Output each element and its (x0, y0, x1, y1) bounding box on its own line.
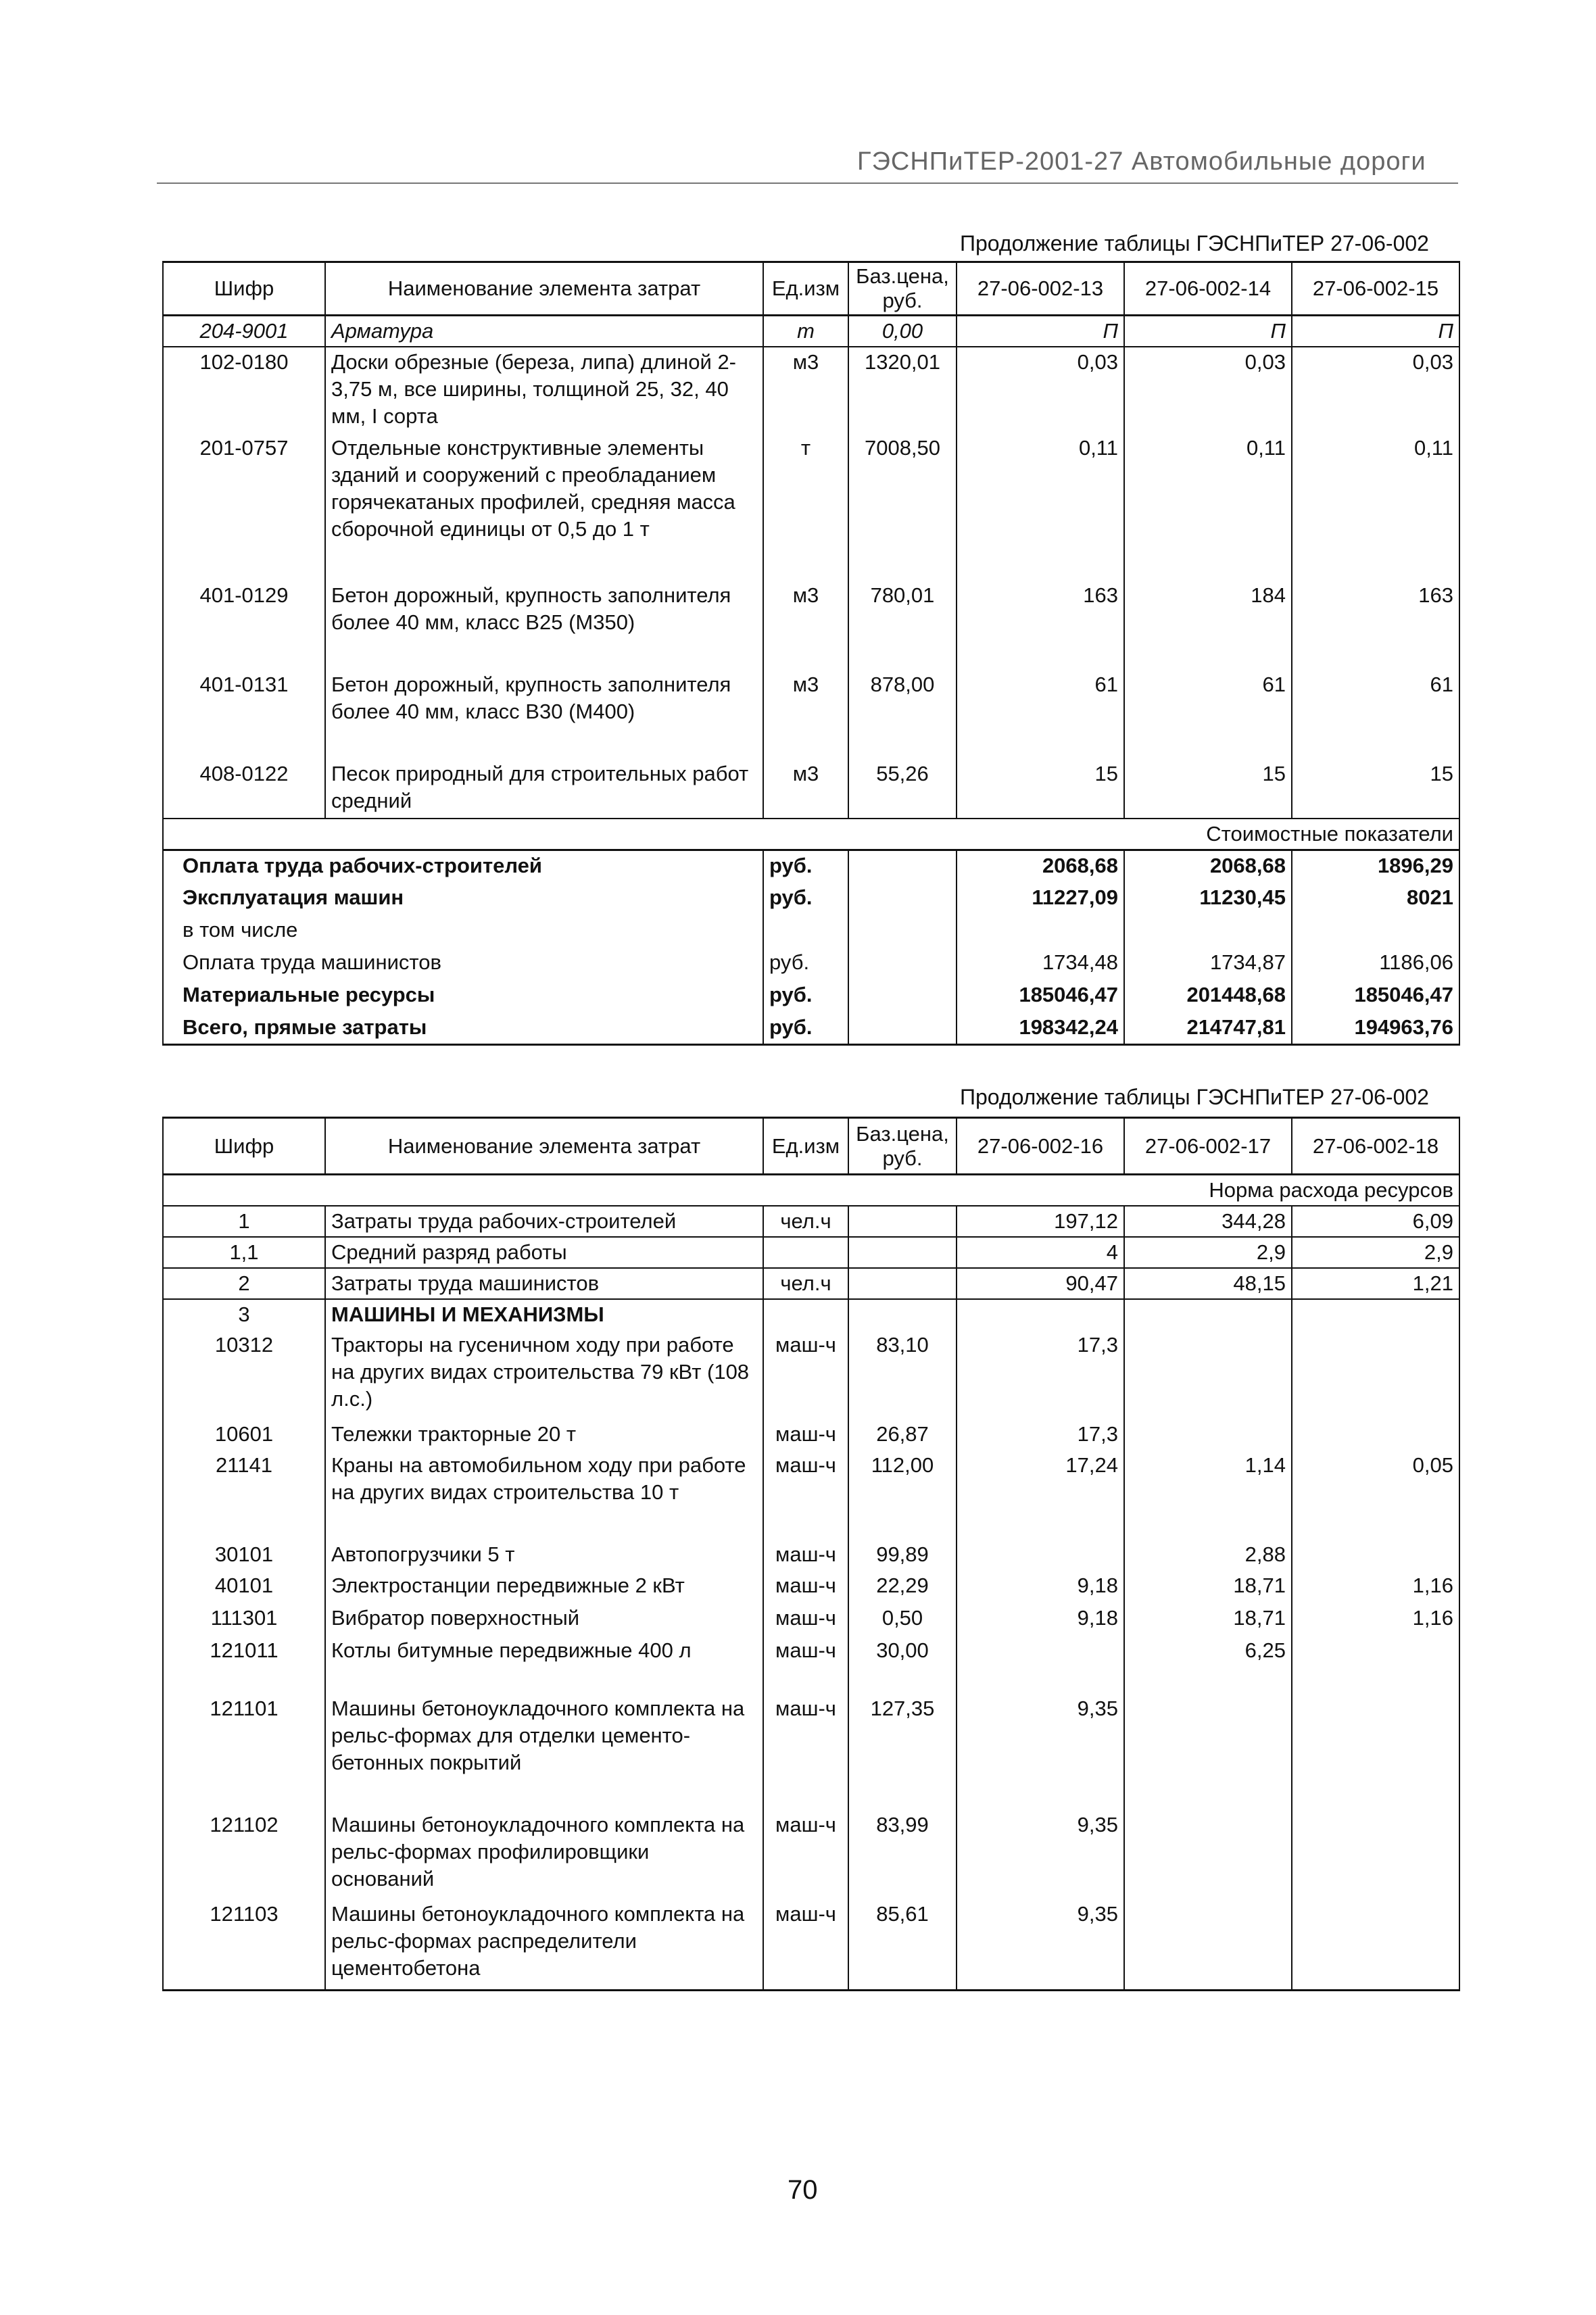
row-value-1: 9,35 (957, 1694, 1124, 1810)
table1-header-row (163, 262, 1459, 316)
section-label: Стоимостные показатели (163, 819, 1459, 850)
row-unit: чел.ч (763, 1206, 848, 1237)
row-code: 21141 (163, 1451, 325, 1540)
row-code: 10601 (163, 1419, 325, 1451)
row-code: 102-0180 (163, 347, 325, 433)
table-row (163, 433, 1459, 581)
row-price: 780,01 (848, 581, 957, 670)
row-value-1 (957, 1636, 1124, 1694)
row-price: 26,87 (848, 1419, 957, 1451)
row-name: Средний разряд работы (325, 1237, 763, 1268)
cost-name: Оплата труда машинистов (163, 948, 763, 980)
row-value-1: П (957, 316, 1124, 347)
row-code: 30101 (163, 1540, 325, 1571)
cost-unit: руб. (763, 850, 848, 883)
row-name: Песок природный для строительных работ средний (325, 759, 763, 819)
row-code: 121011 (163, 1636, 325, 1694)
row-value-3: 1,21 (1292, 1268, 1459, 1299)
table2-header-row (163, 1118, 1459, 1175)
row-value-3 (1292, 1899, 1459, 1990)
col-header-v2: 27-06-002-14 (1124, 262, 1292, 316)
cost-name: Всего, прямые затраты (163, 1013, 763, 1045)
row-price: 127,35 (848, 1694, 957, 1810)
table-row (163, 1237, 1459, 1268)
row-value-2 (1124, 1899, 1292, 1990)
row-code: 10312 (163, 1330, 325, 1419)
row-name: Тракторы на гусеничном ходу при работе на других видах строительства 79 кВт (108 л.с.) (325, 1330, 763, 1419)
row-value-2: 344,28 (1124, 1206, 1292, 1237)
col-header-code: Шифр (163, 262, 325, 316)
col-header-code: Шифр (163, 1118, 325, 1175)
col-header-v3: 27-06-002-15 (1292, 262, 1459, 316)
cost-name: Оплата труда рабочих-строителей (163, 850, 763, 883)
row-value-1: 9,18 (957, 1571, 1124, 1603)
row-name: Машины бетоноукладочного комплекта на рельс-формах профилировщики оснований (325, 1810, 763, 1899)
cost-row (163, 850, 1459, 883)
row-code: 111301 (163, 1603, 325, 1636)
row-name: Краны на автомобильном ходу при работе на других видах строительства 10 т (325, 1451, 763, 1540)
cost-price (848, 915, 957, 948)
row-value-3: 6,09 (1292, 1206, 1459, 1237)
row-unit: маш-ч (763, 1571, 848, 1603)
page-number: 70 (788, 2175, 818, 2205)
row-value-1: 15 (957, 759, 1124, 819)
table-row (163, 1636, 1459, 1694)
cost-value-3 (1292, 915, 1459, 948)
row-name: Машины бетоноукладочного комплекта на рельс-формах распределители цементобетона (325, 1899, 763, 1990)
cost-value-3: 8021 (1292, 883, 1459, 915)
cost-price (848, 1013, 957, 1045)
row-value-3: П (1292, 316, 1459, 347)
row-name: Электростанции передвижные 2 кВт (325, 1571, 763, 1603)
row-value-1 (957, 1540, 1124, 1571)
row-price (848, 1268, 957, 1299)
row-value-1: 4 (957, 1237, 1124, 1268)
col-header-v2: 27-06-002-17 (1124, 1118, 1292, 1175)
row-name: Вибратор поверхностный (325, 1603, 763, 1636)
document-header: ГЭСНПиТЕР-2001-27 Автомобильные дороги (857, 147, 1426, 176)
cost-value-2: 201448,68 (1124, 980, 1292, 1013)
row-price: 22,29 (848, 1571, 957, 1603)
row-name: Тележки тракторные 20 т (325, 1419, 763, 1451)
row-value-1: 163 (957, 581, 1124, 670)
col-header-v1: 27-06-002-13 (957, 262, 1124, 316)
row-unit: маш-ч (763, 1810, 848, 1899)
row-name: Доски обрезные (береза, липа) длиной 2-3,75 м, все ширины, толщиной 25, 32, 40 мм, I сорта (325, 347, 763, 433)
row-value-1: 9,18 (957, 1603, 1124, 1636)
col-header-unit: Ед.изм (763, 1118, 848, 1175)
row-value-3 (1292, 1636, 1459, 1694)
row-value-3 (1292, 1694, 1459, 1810)
cost-value-1: 11227,09 (957, 883, 1124, 915)
row-value-1: 17,24 (957, 1451, 1124, 1540)
row-unit: м3 (763, 347, 848, 433)
row-price: 878,00 (848, 670, 957, 759)
row-code: 201-0757 (163, 433, 325, 581)
row-value-1: 17,3 (957, 1330, 1124, 1419)
row-name: Котлы битумные передвижные 400 л (325, 1636, 763, 1694)
row-code: 2 (163, 1268, 325, 1299)
cost-unit: руб. (763, 980, 848, 1013)
row-unit (763, 1237, 848, 1268)
header-rule (157, 182, 1458, 184)
table-row (163, 1603, 1459, 1636)
col-header-v3: 27-06-002-18 (1292, 1118, 1459, 1175)
row-value-1: 0,03 (957, 347, 1124, 433)
row-value-2: 0,11 (1124, 433, 1292, 581)
row-unit (763, 1299, 848, 1330)
table1-section-row (163, 819, 1459, 850)
row-value-2: 61 (1124, 670, 1292, 759)
cost-price (848, 850, 957, 883)
table-row (163, 1899, 1459, 1990)
cost-name: Материальные ресурсы (163, 980, 763, 1013)
cost-value-1: 198342,24 (957, 1013, 1124, 1045)
row-value-3: 15 (1292, 759, 1459, 819)
row-code: 1 (163, 1206, 325, 1237)
row-value-2 (1124, 1694, 1292, 1810)
cost-value-1: 1734,48 (957, 948, 1124, 980)
table-row (163, 1268, 1459, 1299)
cost-value-3: 1896,29 (1292, 850, 1459, 883)
row-value-3: 1,16 (1292, 1603, 1459, 1636)
row-value-1: 9,35 (957, 1810, 1124, 1899)
row-value-2 (1124, 1330, 1292, 1419)
cost-value-2: 2068,68 (1124, 850, 1292, 883)
table-row (163, 1330, 1459, 1419)
row-unit: чел.ч (763, 1268, 848, 1299)
col-header-v1: 27-06-002-16 (957, 1118, 1124, 1175)
cost-value-3: 185046,47 (1292, 980, 1459, 1013)
row-value-2 (1124, 1810, 1292, 1899)
row-value-2: 6,25 (1124, 1636, 1292, 1694)
row-value-3: 0,03 (1292, 347, 1459, 433)
row-value-3: 0,05 (1292, 1451, 1459, 1540)
row-code: 401-0131 (163, 670, 325, 759)
row-name: Бетон дорожный, крупность заполнителя более 40 мм, класс В25 (М350) (325, 581, 763, 670)
row-unit: маш-ч (763, 1330, 848, 1419)
row-value-3 (1292, 1540, 1459, 1571)
row-price: 55,26 (848, 759, 957, 819)
row-name: Машины бетоноукладочного комплекта на рельс-формах для отделки цементо-бетонных покрытий (325, 1694, 763, 1810)
row-value-1 (957, 1299, 1124, 1330)
row-value-3 (1292, 1299, 1459, 1330)
table1 (162, 261, 1460, 1046)
row-price: 83,10 (848, 1330, 957, 1419)
table-row (163, 1810, 1459, 1899)
row-value-2 (1124, 1419, 1292, 1451)
row-value-3: 2,9 (1292, 1237, 1459, 1268)
row-unit: м3 (763, 581, 848, 670)
row-price: 1320,01 (848, 347, 957, 433)
row-unit: маш-ч (763, 1636, 848, 1694)
row-value-3 (1292, 1330, 1459, 1419)
table-row (163, 1299, 1459, 1330)
table-row (163, 1571, 1459, 1603)
row-name: Арматура (325, 316, 763, 347)
table-row (163, 759, 1459, 819)
row-value-3 (1292, 1810, 1459, 1899)
cost-row (163, 1013, 1459, 1045)
table-row (163, 347, 1459, 433)
row-code: 40101 (163, 1571, 325, 1603)
row-name: Автопогрузчики 5 т (325, 1540, 763, 1571)
row-value-2: 0,03 (1124, 347, 1292, 433)
row-code: 408-0122 (163, 759, 325, 819)
row-price: 0,00 (848, 316, 957, 347)
cost-value-2: 214747,81 (1124, 1013, 1292, 1045)
cost-value-3: 1186,06 (1292, 948, 1459, 980)
table1-caption: Продолжение таблицы ГЭСНПиТЕР 27-06-002 (960, 231, 1429, 255)
row-unit: маш-ч (763, 1603, 848, 1636)
col-header-price: Баз.цена, руб. (848, 262, 957, 316)
row-price: 99,89 (848, 1540, 957, 1571)
cost-name: в том числе (163, 915, 763, 948)
row-unit: маш-ч (763, 1419, 848, 1451)
row-code: 3 (163, 1299, 325, 1330)
row-value-1: 9,35 (957, 1899, 1124, 1990)
row-value-3: 1,16 (1292, 1571, 1459, 1603)
row-price: 0,50 (848, 1603, 957, 1636)
col-header-unit: Ед.изм (763, 262, 848, 316)
table-row (163, 1694, 1459, 1810)
row-price: 112,00 (848, 1451, 957, 1540)
row-price (848, 1299, 957, 1330)
col-header-name: Наименование элемента затрат (325, 262, 763, 316)
row-value-2: 1,14 (1124, 1451, 1292, 1540)
row-code: 121102 (163, 1810, 325, 1899)
table-row (163, 670, 1459, 759)
table-row (163, 581, 1459, 670)
cost-row (163, 915, 1459, 948)
row-name: Бетон дорожный, крупность заполнителя более 40 мм, класс В30 (М400) (325, 670, 763, 759)
row-name: Затраты труда машинистов (325, 1268, 763, 1299)
cost-value-2: 11230,45 (1124, 883, 1292, 915)
row-unit: маш-ч (763, 1694, 848, 1810)
row-code: 121101 (163, 1694, 325, 1810)
row-name: Отдельные конструктивные элементы зданий и сооружений с преобладанием горячекатаных профилей, средняя масса сборочной единицы от 0,5 до 1 т (325, 433, 763, 581)
row-value-2: 48,15 (1124, 1268, 1292, 1299)
row-code: 121103 (163, 1899, 325, 1990)
cost-value-2: 1734,87 (1124, 948, 1292, 980)
row-value-2: 18,71 (1124, 1603, 1292, 1636)
row-value-2: 2,9 (1124, 1237, 1292, 1268)
cost-value-1: 2068,68 (957, 850, 1124, 883)
row-price: 30,00 (848, 1636, 957, 1694)
row-value-3 (1292, 1419, 1459, 1451)
row-code: 1,1 (163, 1237, 325, 1268)
row-unit: маш-ч (763, 1899, 848, 1990)
row-price (848, 1237, 957, 1268)
table2-caption: Продолжение таблицы ГЭСНПиТЕР 27-06-002 (960, 1085, 1429, 1109)
row-value-2: П (1124, 316, 1292, 347)
cost-price (848, 948, 957, 980)
section-label: Норма расхода ресурсов (163, 1175, 1459, 1207)
row-unit: маш-ч (763, 1540, 848, 1571)
cost-unit (763, 915, 848, 948)
row-value-1: 17,3 (957, 1419, 1124, 1451)
cost-value-2 (1124, 915, 1292, 948)
row-price (848, 1206, 957, 1237)
table2-section-row (163, 1175, 1459, 1207)
table-row (163, 1419, 1459, 1451)
row-value-1: 0,11 (957, 433, 1124, 581)
row-value-2: 184 (1124, 581, 1292, 670)
cost-value-1 (957, 915, 1124, 948)
cost-unit: руб. (763, 883, 848, 915)
row-unit: м3 (763, 759, 848, 819)
row-value-2: 18,71 (1124, 1571, 1292, 1603)
cost-row (163, 948, 1459, 980)
row-code: 401-0129 (163, 581, 325, 670)
cost-name: Эксплуатация машин (163, 883, 763, 915)
row-value-2 (1124, 1299, 1292, 1330)
cost-price (848, 883, 957, 915)
row-value-3: 163 (1292, 581, 1459, 670)
col-header-price: Баз.цена, руб. (848, 1118, 957, 1175)
cost-unit: руб. (763, 948, 848, 980)
cost-unit: руб. (763, 1013, 848, 1045)
row-unit: т (763, 433, 848, 581)
row-name: МАШИНЫ И МЕХАНИЗМЫ (325, 1299, 763, 1330)
col-header-name: Наименование элемента затрат (325, 1118, 763, 1175)
row-unit: маш-ч (763, 1451, 848, 1540)
cost-value-1: 185046,47 (957, 980, 1124, 1013)
table-row (163, 316, 1459, 347)
table2 (162, 1117, 1460, 1991)
row-value-1: 61 (957, 670, 1124, 759)
cost-price (848, 980, 957, 1013)
row-value-1: 197,12 (957, 1206, 1124, 1237)
row-value-3: 61 (1292, 670, 1459, 759)
row-value-2: 15 (1124, 759, 1292, 819)
table-row (163, 1206, 1459, 1237)
row-value-1: 90,47 (957, 1268, 1124, 1299)
row-value-3: 0,11 (1292, 433, 1459, 581)
row-price: 83,99 (848, 1810, 957, 1899)
row-code: 204-9001 (163, 316, 325, 347)
table-row (163, 1540, 1459, 1571)
row-price: 7008,50 (848, 433, 957, 581)
row-unit: м3 (763, 670, 848, 759)
cost-row (163, 980, 1459, 1013)
row-value-2: 2,88 (1124, 1540, 1292, 1571)
table-row (163, 1451, 1459, 1540)
row-price: 85,61 (848, 1899, 957, 1990)
row-name: Затраты труда рабочих-строителей (325, 1206, 763, 1237)
row-unit: т (763, 316, 848, 347)
cost-value-3: 194963,76 (1292, 1013, 1459, 1045)
cost-row (163, 883, 1459, 915)
